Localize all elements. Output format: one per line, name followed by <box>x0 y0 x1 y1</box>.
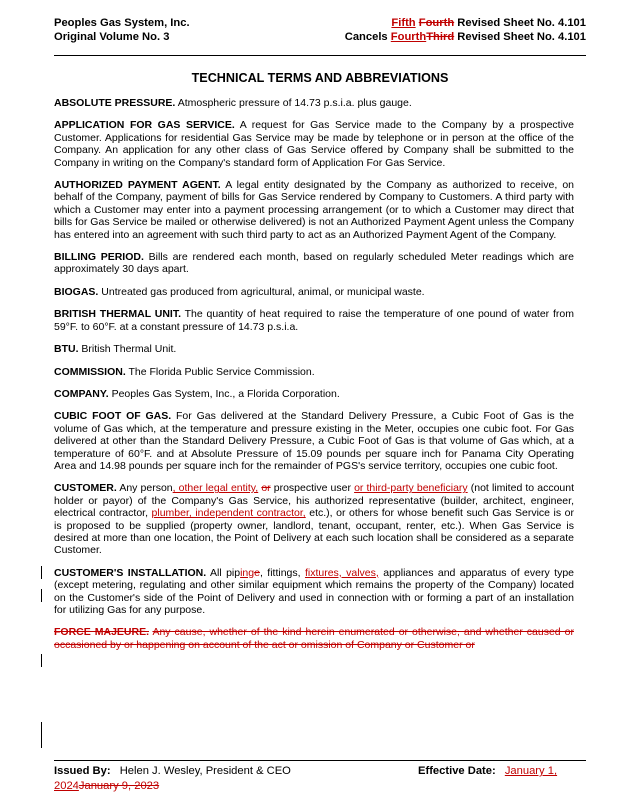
cancels-inserted: Fourth <box>390 31 427 43</box>
definition-authorized-payment-agent <box>54 179 574 241</box>
sheet-inserted: Fifth <box>391 17 416 29</box>
effective-date <box>418 764 557 778</box>
page-title: TECHNICAL TERMS AND ABBREVIATIONS <box>191 71 449 85</box>
deleted-text: e <box>254 566 260 579</box>
change-bar <box>41 589 42 602</box>
sheet-rest: Revised Sheet No. 4.101 <box>457 17 586 29</box>
change-bar <box>41 566 42 579</box>
definition-term: BIOGAS. <box>54 285 99 298</box>
definition-term: CUSTOMER'S INSTALLATION. <box>54 566 207 579</box>
change-bar <box>41 654 42 667</box>
definition-term: COMMISSION. <box>54 365 126 378</box>
effective-date-inserted-part1: January 1, <box>504 765 558 777</box>
definition-text: Peoples Gas System, Inc., a Florida Corporation. <box>111 387 340 400</box>
definition-british-thermal-unit <box>54 308 574 333</box>
footer-rule <box>54 760 586 761</box>
text-segment: Any person <box>119 482 173 495</box>
definition-term: CUBIC FOOT OF GAS. <box>54 410 172 423</box>
definition-cubic-foot <box>54 410 574 472</box>
definition-text: British Thermal Unit. <box>81 343 177 356</box>
definition-application <box>54 119 574 169</box>
definition-customers-installation <box>54 567 574 617</box>
definition-text: For Gas delivered at the Standard Delivery Pressure, a Cubic Foot of Gas is the volume of Gas which, at the temperature and pressure existing in the Meter, occupies one cubic foot. For Gas delivered at other than the Standard Delivery Pressure, a Cubic Foot of Gas is that volume of Gas which, at a temperature of 60°F. and at Absolute Pressure of 15.09 pounds per square inch for Panama City Operating Area and 14.98 pounds per square inch for the remainder of PGS's service territory, occupies one cubic foot. <box>54 410 575 472</box>
text-segment: , fittings, <box>259 566 305 579</box>
text-segment: etc.), or others for whose benefit such Gas Service is or is proposed to be supplied (property owner, landlord, tenant, occupant, renter, etc.). When Gas Service is desired at more than one location, the Point of Delivery at each such location shall be considered as a separate Customer. <box>54 507 574 557</box>
definition-term: BILLING PERIOD. <box>54 251 144 264</box>
cancels-rest: Revised Sheet No. 4.101 <box>457 31 586 43</box>
inserted-text: , other legal entity, <box>172 482 259 495</box>
effective-date-line2 <box>54 779 159 793</box>
definition-term: AUTHORIZED PAYMENT AGENT. <box>54 179 221 192</box>
text-segment: prospective user <box>270 482 355 495</box>
definition-text: A request for Gas Service made to the Company by a prospective Customer. Applications for residential Gas Service may be made by telephone or in person at the office of the Company. An application for any other class of Gas Service offered by Company shall be submitted to the Company in writing on the Company's standard form of Application For Gas Service. <box>54 119 574 169</box>
inserted-text: plumber, independent contractor, <box>151 507 306 520</box>
sheet-deleted: Fourth <box>418 17 455 29</box>
definition-commission <box>54 366 574 378</box>
definition-force-majeure <box>54 626 574 651</box>
company-name: Peoples Gas System, Inc. <box>54 17 190 29</box>
deleted-text: or <box>261 482 271 495</box>
definition-text: Untreated gas produced from agricultural, animal, or municipal waste. <box>101 285 425 298</box>
definition-term: CUSTOMER. <box>54 482 117 495</box>
volume-number: Original Volume No. 3 <box>54 31 170 43</box>
definition-billing-period <box>54 251 574 276</box>
definition-term: BRITISH THERMAL UNIT. <box>54 308 181 321</box>
cancels-deleted: Third <box>426 31 455 43</box>
issued-by-label: Issued By: <box>54 765 111 777</box>
effective-date-deleted: January 9, 2023 <box>78 780 160 792</box>
effective-date-label: Effective Date: <box>418 765 496 777</box>
definition-term: APPLICATION FOR GAS SERVICE. <box>54 119 235 132</box>
header-right <box>345 16 586 44</box>
effective-date-inserted-part2: 2024 <box>54 780 79 792</box>
definition-customer <box>54 482 574 556</box>
inserted-text: fixtures, valves, <box>304 566 379 579</box>
header-left <box>54 16 190 44</box>
sheet-number <box>345 16 586 30</box>
cancels-sheet <box>345 30 586 44</box>
definition-text: A legal entity designated by the Company as authorized to receive, on behalf of the Company, payment of bills for Gas Service rendered by Company to Customers. A third party with which a Customer may enter into a payment processing arrangement (or to which a Customer may direct that bills for Gas Service be mailed or otherwise delivered) is not an Authorized Payment Agent unless the Company has entered into an agreement with such third party to act as an Authorized Payment Agent of the Company. <box>54 179 575 241</box>
deleted-text: Any cause, whether of the kind herein enumerated or otherwise, and whether caused or occasioned by or happening on account of the act or omission of Company or Customer or <box>54 626 574 651</box>
definition-term: BTU. <box>54 343 79 356</box>
definition-text: Bills are rendered each month, based on regularly scheduled Meter readings which are approximately 30 days apart. <box>54 251 575 276</box>
cancels-prefix: Cancels <box>344 31 388 43</box>
deleted-term: FORCE MAJEURE. <box>54 626 150 639</box>
text-segment: (not limited to account holder or payor) of the Company's Gas Service, his authorized representative (builder, architect, engineer, electrical contractor, <box>54 482 575 520</box>
inserted-text: ing <box>240 566 255 579</box>
definition-btu <box>54 343 574 355</box>
footer <box>54 764 586 792</box>
definition-term: COMPANY. <box>54 387 109 400</box>
definition-company <box>54 388 574 400</box>
inserted-text: or third-party beneficiary <box>354 482 468 495</box>
definition-text: Atmospheric pressure of 14.73 p.s.i.a. plus gauge. <box>177 97 412 109</box>
text-segment: appliances and apparatus of every type (except metering, regulating and other similar equipment which remains the property of the Company) located on the Customer's side of the Point of Delivery and used in connection with or forming a part of an installation for utilizing Gas for any purpose. <box>54 566 574 616</box>
definition-absolute-pressure <box>54 97 574 109</box>
definition-text: The quantity of heat required to raise the temperature of one pound of water from 59°F. to 60°F. at a constant pressure of 14.73 p.s.i.a. <box>54 308 574 333</box>
change-bar <box>41 722 42 748</box>
definition-biogas <box>54 286 574 298</box>
header-rule <box>54 55 586 56</box>
text-segment: All pip <box>210 566 241 579</box>
definition-term: ABSOLUTE PRESSURE. <box>54 97 176 109</box>
definition-text: The Florida Public Service Commission. <box>128 365 315 378</box>
issued-by-value: Helen J. Wesley, President & CEO <box>119 765 291 777</box>
definitions-body <box>54 97 574 661</box>
